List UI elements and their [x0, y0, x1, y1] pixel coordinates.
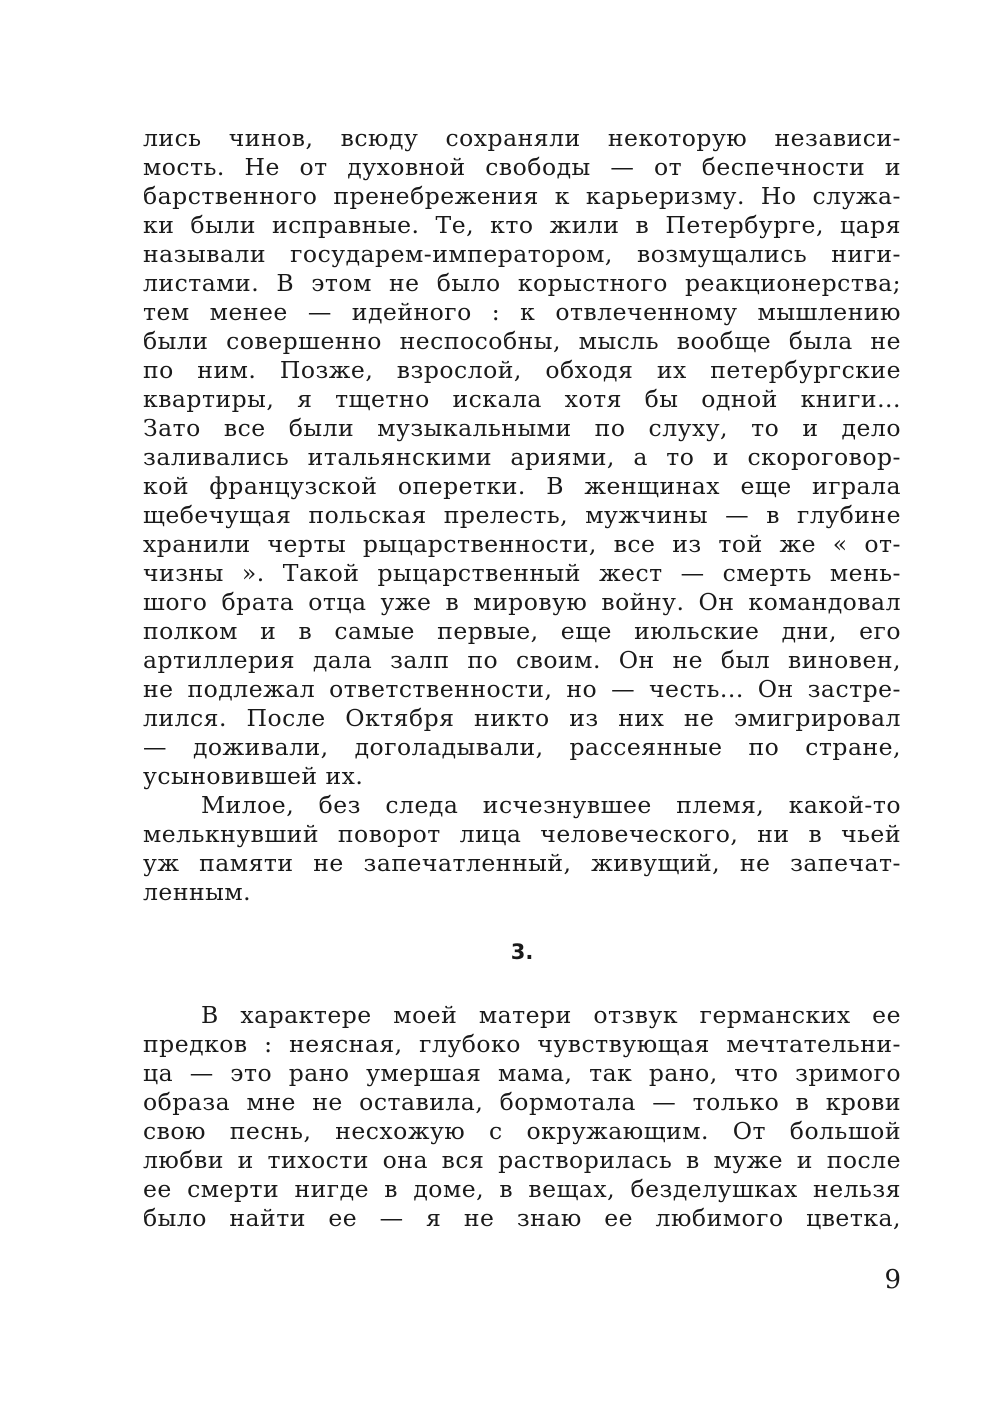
- text-line: уж памяти не запечатленный, живущий, не запечат-: [143, 849, 901, 877]
- text-line: мость. Не от духовной свободы — от беспечности и: [143, 153, 901, 181]
- text-line: Зато все были музыкальными по слуху, то и дело: [143, 414, 901, 442]
- text-line: было найти ее — я не знаю ее любимого цветка,: [143, 1204, 901, 1232]
- text-line: шого брата отца уже в мировую войну. Он командовал: [143, 588, 901, 616]
- text-block-lower: [143, 1001, 901, 1233]
- text-line: хранили черты рыцарственности, все из той же « от-: [143, 530, 901, 558]
- text-line: ленным.: [143, 878, 252, 906]
- text-line: листами. В этом не было корыстного реакционерства;: [143, 269, 901, 297]
- text-line: по ним. Позже, взрослой, обходя их петербургские: [143, 356, 901, 384]
- text-line: артиллерия дала залп по своим. Он не был виновен,: [143, 646, 901, 674]
- text-line: называли государем-императором, возмущались ниги-: [143, 240, 901, 268]
- text-line: ки были исправные. Те, кто жили в Петербурге, царя: [143, 211, 901, 239]
- page-number: 9: [884, 1265, 901, 1295]
- text-line: щебечущая польская прелесть, мужчины — в глубине: [143, 501, 901, 529]
- text-line: были совершенно неспособны, мысль вообще была не: [143, 327, 901, 355]
- text-line: мелькнувший поворот лица человеческого, ни в чьей: [143, 820, 901, 848]
- text-line: усыновившей их.: [143, 762, 364, 790]
- text-line: свою песнь, несхожую с окружающим. От большой: [143, 1117, 901, 1145]
- section-number: 3.: [510, 940, 534, 964]
- text-line: ца — это рано умершая мама, так рано, что зримого: [143, 1059, 901, 1087]
- text-line: полком и в самые первые, еще июльские дни, его: [143, 617, 901, 645]
- text-line: лись чинов, всюду сохраняли некоторую независи-: [143, 124, 901, 152]
- text-line: В характере моей матери отзвук германских ее: [201, 1001, 901, 1029]
- text-line: кой французской оперетки. В женщинах еще играла: [143, 472, 901, 500]
- paragraph-3: [143, 1001, 901, 1233]
- text-line: — доживали, доголадывали, рассеянные по стране,: [143, 733, 901, 761]
- text-block-upper: [143, 124, 901, 907]
- text-line: предков : неясная, глубоко чувствующая мечтательни-: [143, 1030, 901, 1058]
- text-line: Милое, без следа исчезнувшее племя, какой-то: [201, 791, 901, 819]
- text-line: барственного пренебрежения к карьеризму. Но служа-: [143, 182, 901, 210]
- text-line: лился. После Октября никто из них не эмигрировал: [143, 704, 901, 732]
- text-line: образа мне не оставила, бормотала — только в крови: [143, 1088, 901, 1116]
- text-line: любви и тихости она вся растворилась в муже и после: [143, 1146, 901, 1174]
- text-line: не подлежал ответственности, но — честь... Он застре-: [143, 675, 901, 703]
- text-line: заливались итальянскими ариями, а то и скороговор-: [143, 443, 901, 471]
- text-line: ее смерти нигде в доме, в вещах, безделушках нельзя: [143, 1175, 901, 1203]
- text-line: квартиры, я тщетно искала хотя бы одной книги...: [143, 385, 901, 413]
- text-line: чизны ». Такой рыцарственный жест — смерть мень-: [143, 559, 901, 587]
- paragraph-2: [143, 791, 901, 907]
- text-line: тем менее — идейного : к отвлеченному мышлению: [143, 298, 901, 326]
- paragraph-1: [143, 124, 901, 791]
